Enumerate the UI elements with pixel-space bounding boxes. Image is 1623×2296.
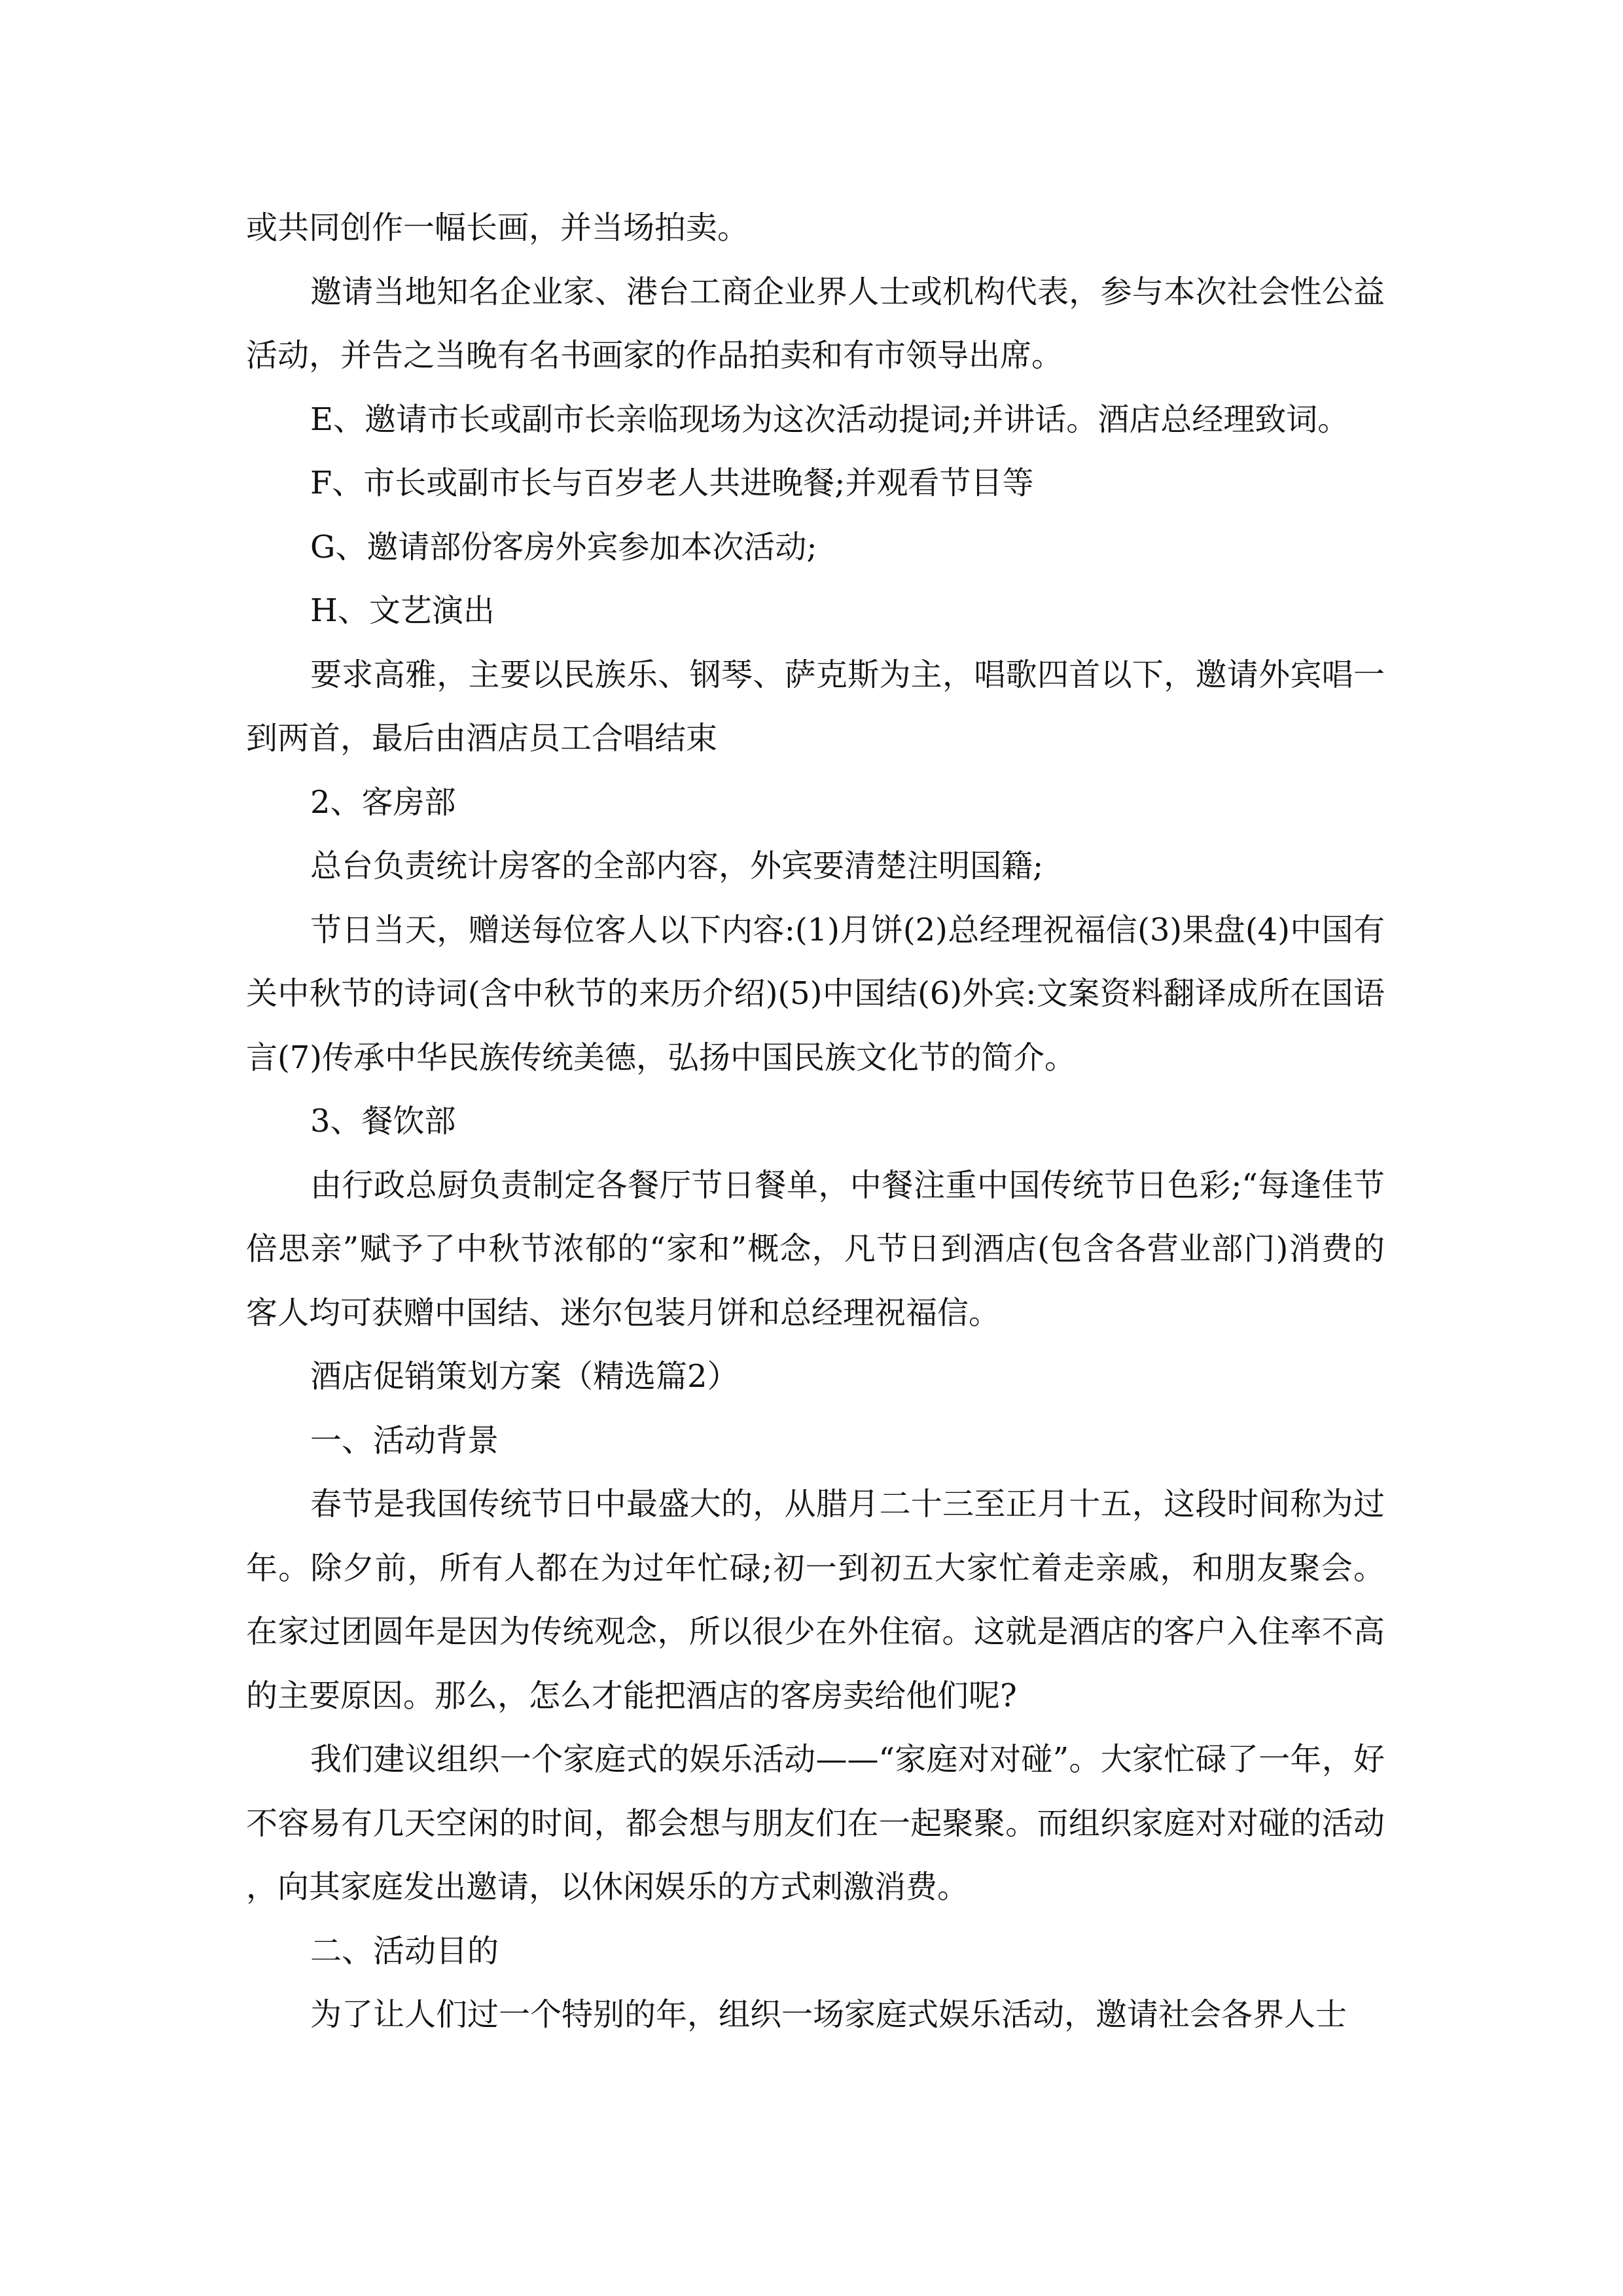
document-section-title: 酒店促销策划方案（精选篇2） — [310, 1358, 739, 1395]
paragraph-15: 春节是我国传统节日中最盛大的，从腊月二十三至正月十五，这段时间称为过年。除夕前，所有人都在为过年忙碌;初一到初五大家忙着走亲戚，和朋友聚会。在家过团圆年是因为传统观念，所以很少在外住宿。这就是酒店的客户入住率不高的主要原因。那么，怎么才能把酒店的客房卖给他们呢? — [246, 1486, 1385, 1714]
paragraph-9: 总台负责统计房客的全部内容，外宾要清楚注明国籍; — [310, 848, 1044, 884]
paragraph-2: 邀请当地知名企业家、港台工商企业界人士或机构代表，参与本次社会性公益活动，并告之当晚有名书画家的作品拍卖和有市领导出席。 — [246, 273, 1385, 374]
paragraph-12: 由行政总厨负责制定各餐厅节日餐单，中餐注重中国传统节日色彩;“每逢佳节倍思亲”赋予了中秋节浓郁的“家和”概念，凡节日到酒店(包含各营业部门)消费的客人均可获赠中国结、迷尔包装月饼和总经理祝福信。 — [246, 1166, 1385, 1331]
section-heading-purpose: 二、活动目的 — [310, 1932, 499, 1969]
section-heading-dining: 3、餐饮部 — [310, 1103, 456, 1139]
paragraph-6: H、文艺演出 — [310, 592, 495, 629]
paragraph-10: 节日当天，赠送每位客人以下内容:(1)月饼(2)总经理祝福信(3)果盘(4)中国有关中秋节的诗词(含中秋节的来历介绍)(5)中国结(6)外宾:文案资料翻译成所在国语言(7)传承中华民族传统美德，弘扬中国民族文化节的简介。 — [246, 911, 1385, 1076]
paragraph-5: G、邀请部份客房外宾参加本次活动; — [310, 528, 817, 565]
section-heading-background: 一、活动背景 — [310, 1422, 499, 1459]
paragraph-4: F、市长或副市长与百岁老人共进晚餐;并观看节目等 — [310, 465, 1034, 501]
paragraph-7: 要求高雅，主要以民族乐、钢琴、萨克斯为主，唱歌四首以下，邀请外宾唱一到两首，最后由酒店员工合唱结束 — [246, 656, 1385, 757]
document-body — [246, 196, 1385, 2047]
paragraph-1: 或共同创作一幅长画，并当场拍卖。 — [246, 209, 749, 246]
paragraph-3: E、邀请市长或副市长亲临现场为这次活动提词;并讲话。酒店总经理致词。 — [310, 401, 1349, 438]
section-heading-rooms: 2、客房部 — [310, 783, 456, 821]
paragraph-18: 为了让人们过一个特别的年，组织一场家庭式娱乐活动，邀请社会各界人士 — [310, 1996, 1347, 2033]
paragraph-16: 我们建议组织一个家庭式的娱乐活动——“家庭对对碰”。大家忙碌了一年，好不容易有几天空闲的时间，都会想与朋友们在一起聚聚。而组织家庭对对碰的活动，向其家庭发出邀请，以休闲娱乐的方式刺激消费。 — [246, 1741, 1385, 1905]
